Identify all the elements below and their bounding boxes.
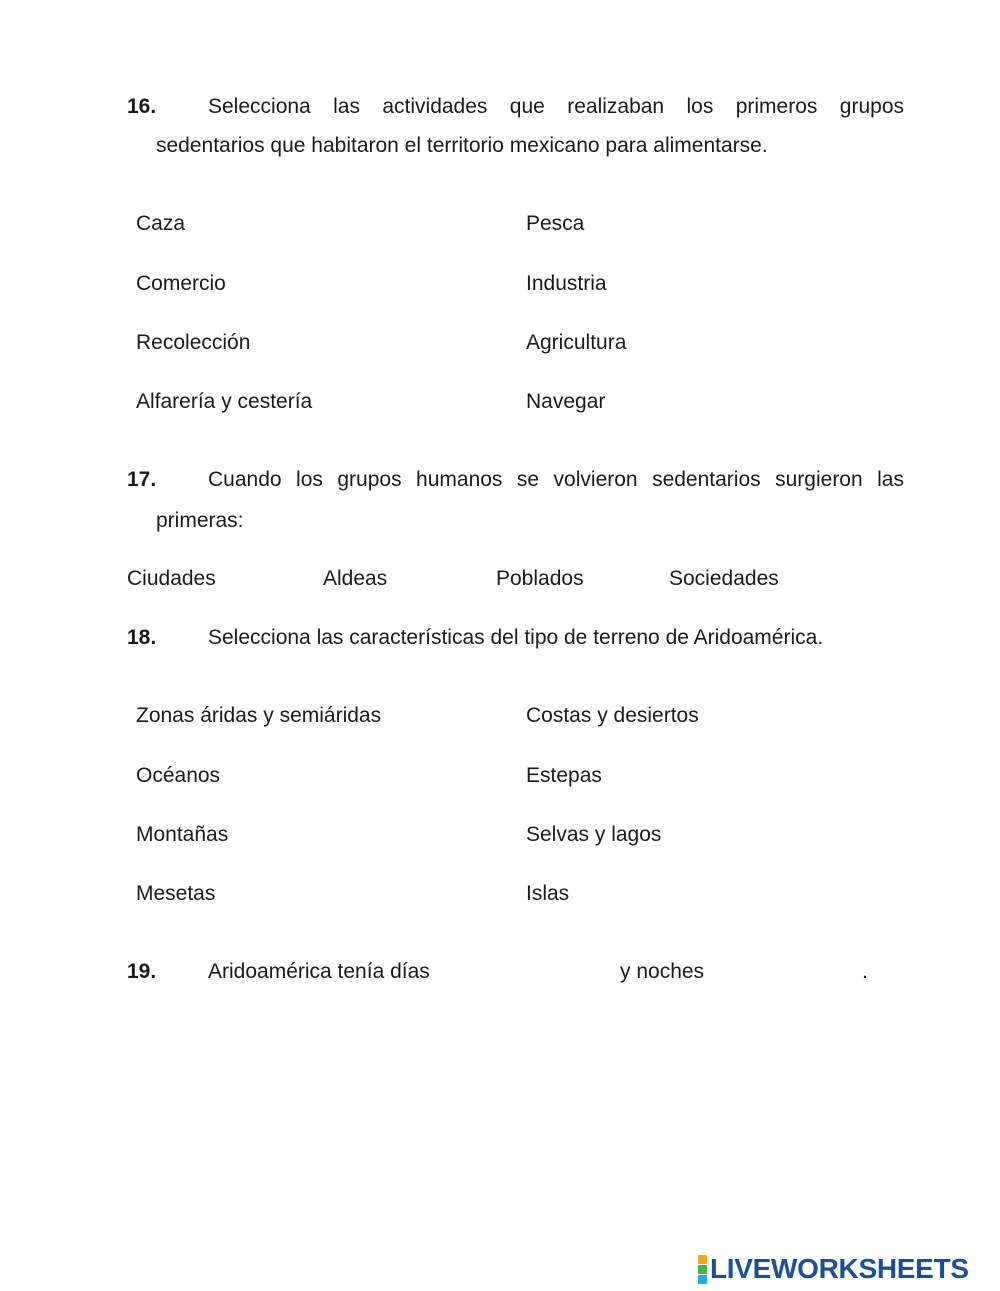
logo-block-2 xyxy=(698,1265,707,1274)
q19-text-days: Aridoamérica tenía días xyxy=(208,960,430,983)
q17-option-aldeas[interactable]: Aldeas xyxy=(323,567,388,590)
q16-option-agricultura[interactable]: Agricultura xyxy=(526,331,627,354)
q18-prompt: Selecciona las características del tipo de terreno de Aridoamérica. xyxy=(208,626,824,649)
q18-option-islas[interactable]: Islas xyxy=(526,882,570,905)
q16-number: 16. xyxy=(127,95,157,118)
q16-option-alfareria[interactable]: Alfarería y cestería xyxy=(136,390,313,413)
q18-number: 18. xyxy=(127,626,157,649)
liveworksheets-brand xyxy=(698,1254,969,1284)
q17-option-poblados[interactable]: Poblados xyxy=(496,567,584,590)
q16-option-comercio[interactable]: Comercio xyxy=(136,272,226,295)
logo-block-1 xyxy=(698,1255,707,1264)
q18-option-zonas-aridas[interactable]: Zonas áridas y semiáridas xyxy=(136,704,382,727)
q16-option-industria[interactable]: Industria xyxy=(526,272,607,295)
q18-option-montanas[interactable]: Montañas xyxy=(136,823,229,846)
q19-blank-nights[interactable] xyxy=(716,956,858,984)
q19-text-nights: y noches xyxy=(620,960,705,983)
q19-number: 19. xyxy=(127,960,157,983)
q18-option-estepas[interactable]: Estepas xyxy=(526,764,602,787)
q17-prompt-line2: primeras: xyxy=(156,509,244,532)
logo-block-3 xyxy=(698,1275,707,1284)
q16-option-recoleccion[interactable]: Recolección xyxy=(136,331,251,354)
q18-option-costas-desiertos[interactable]: Costas y desiertos xyxy=(526,704,699,727)
q18-option-oceanos[interactable]: Océanos xyxy=(136,764,221,787)
q16-option-caza[interactable]: Caza xyxy=(136,212,186,235)
q17-option-sociedades[interactable]: Sociedades xyxy=(669,567,779,590)
q19-period: . xyxy=(862,960,868,983)
q17-number: 17. xyxy=(127,468,157,491)
liveworksheets-wordmark: LIVEWORKSHEETS xyxy=(710,1253,969,1284)
q16-option-pesca[interactable]: Pesca xyxy=(526,212,585,235)
q16-option-navegar[interactable]: Navegar xyxy=(526,390,606,413)
q18-option-selvas-lagos[interactable]: Selvas y lagos xyxy=(526,823,662,846)
q17-option-ciudades[interactable]: Ciudades xyxy=(127,567,216,590)
q16-prompt-line2: sedentarios que habitaron el territorio mexicano para alimentarse. xyxy=(156,134,768,157)
q18-option-mesetas[interactable]: Mesetas xyxy=(136,882,216,905)
q17-prompt-line1: Cuando los grupos humanos se volvieron sedentarios surgieron las xyxy=(208,468,904,491)
q16-prompt-line1: Selecciona las actividades que realizaban los primeros grupos xyxy=(208,95,904,118)
liveworksheets-logo-icon xyxy=(698,1255,707,1284)
q19-blank-days[interactable] xyxy=(452,956,612,984)
